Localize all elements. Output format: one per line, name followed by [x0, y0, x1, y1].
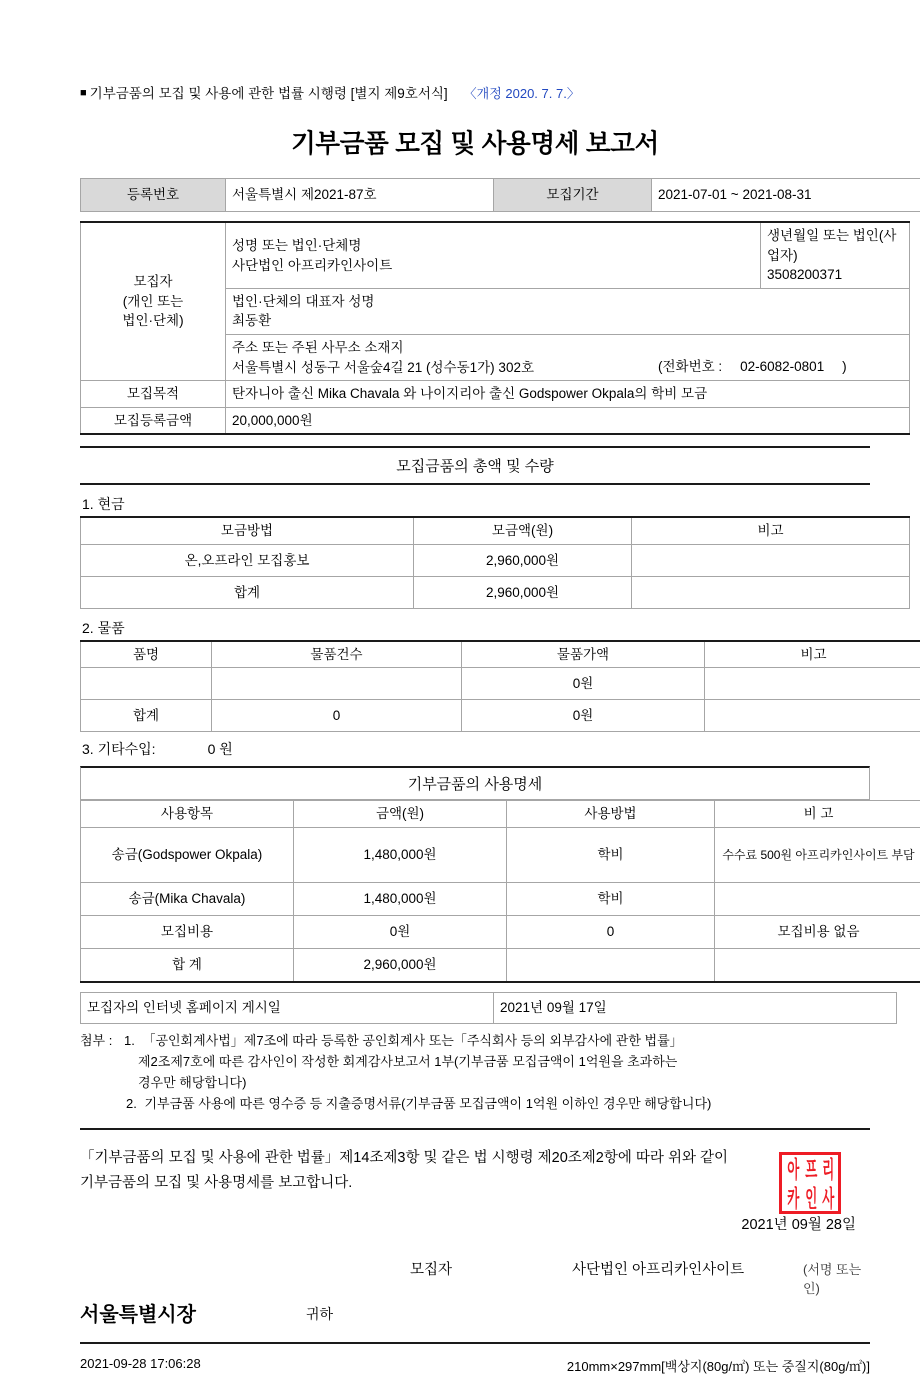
- page-footer: [80, 1356, 870, 1376]
- cash-row1-amount: 2,960,000원: [414, 576, 632, 608]
- usage-col-note: 비 고: [715, 801, 920, 828]
- seal-glyph-5: 인: [804, 1178, 817, 1214]
- cash-table: [80, 516, 910, 609]
- statement-line2: 기부금품의 모집 및 사용명세를 보고합니다.: [80, 1171, 870, 1196]
- bullet-icon: ■: [80, 87, 87, 99]
- recruiter-birth-value: 3508200371: [767, 265, 903, 285]
- table-row: [81, 948, 920, 982]
- registered-amount-label: 모집등록금액: [81, 407, 226, 434]
- table-row: [81, 700, 920, 732]
- usage-row3-amount: 2,960,000원: [294, 948, 507, 982]
- statement-block: [80, 1146, 870, 1195]
- other-income-row: [82, 739, 870, 759]
- signature-role-label: 모집자: [410, 1258, 452, 1279]
- table-row: [81, 576, 910, 608]
- seal-glyph-1: 아: [787, 1152, 800, 1190]
- period-value: 2021-07-01 ~ 2021-08-31: [652, 179, 920, 212]
- addressee-row: [80, 1298, 870, 1336]
- attachments-item2-number: 2.: [126, 1096, 137, 1111]
- footer-timestamp: 2021-09-28 17:06:28: [80, 1356, 201, 1371]
- table-row: [81, 992, 897, 1023]
- table-row: [81, 407, 910, 434]
- goods-row0-note: [705, 668, 920, 700]
- attachments-prefix: 첨부 :: [80, 1033, 112, 1048]
- goods-row0-count: [212, 668, 462, 700]
- usage-row0-method: 학비: [507, 827, 715, 882]
- table-row: [81, 179, 920, 212]
- recruiter-rep-caption: 법인·단체의 대표자 성명: [232, 292, 903, 312]
- attachments-item1-line1: 「공인회계사법」제7조에 따라 등록한 공인회계사 또는「주식회사 등의 외부감사에 관한 법률」: [142, 1033, 682, 1048]
- signature-row: [80, 1254, 870, 1288]
- goods-col-note: 비고: [705, 641, 920, 668]
- registration-number-value: 서울특별시 제2021-87호: [226, 179, 494, 212]
- usage-row2-method: 0: [507, 915, 715, 948]
- table-header-row: [81, 801, 920, 828]
- cash-row0-method: 온,오프라인 모집홍보: [81, 544, 414, 576]
- table-header-row: [81, 517, 910, 544]
- table-row: [81, 544, 910, 576]
- recruiter-address-cell: [226, 335, 910, 381]
- seal-glyph-6: 사: [822, 1178, 835, 1214]
- usage-row1-amount: 1,480,000원: [294, 882, 507, 915]
- statement-line1: 「기부금품의 모집 및 사용에 관한 법률」제14조제3항 및 같은 법 시행령 제20조제2항에 따라 위와 같이: [80, 1146, 870, 1171]
- cash-col-method: 모금방법: [81, 517, 414, 544]
- attachments-item1-line3-row: [80, 1072, 870, 1093]
- seal-glyph-3: 리: [822, 1152, 835, 1190]
- goods-table: [80, 640, 920, 733]
- table-row: [81, 882, 920, 915]
- usage-table: [80, 800, 920, 983]
- posting-label: 모집자의 인터넷 홈페이지 게시일: [81, 992, 494, 1023]
- usage-row0-note: 수수료 500원 아프리카인사이트 부담: [715, 827, 920, 882]
- recruiter-label-line3: 법인·단체): [122, 313, 183, 328]
- posting-table: [80, 992, 897, 1024]
- posting-value: 2021년 09월 17일: [494, 992, 897, 1023]
- usage-col-item: 사용항목: [81, 801, 294, 828]
- official-seal-stamp: [779, 1152, 841, 1214]
- signature-org-name: 사단법인 아프리카인사이트: [572, 1258, 744, 1279]
- goods-row1-note: [705, 700, 920, 732]
- registration-number-label: 등록번호: [81, 179, 226, 212]
- goods-section-heading: 2. 물품: [82, 618, 870, 638]
- attachments-block: [80, 1030, 870, 1114]
- other-income-value: 0 원: [208, 739, 233, 759]
- table-row: [81, 827, 920, 882]
- attachments-item1-line2: 제2조제7호에 따른 감사인이 작성한 회계감사보고서 1부(기부금품 모집금액이 1억원을 초과하는: [138, 1054, 677, 1069]
- usage-row1-method: 학비: [507, 882, 715, 915]
- table-row: [81, 668, 920, 700]
- signature-date: 2021년 09월 28일: [80, 1213, 870, 1234]
- purpose-label: 모집목적: [81, 381, 226, 408]
- seal-glyph-grid: [785, 1156, 837, 1212]
- footer-paper-spec: 210mm×297mm[백상지(80g/㎡) 또는 중질지(80g/㎡)]: [567, 1356, 870, 1375]
- cash-row1-method: 합계: [81, 576, 414, 608]
- addressee-title: 서울특별시장: [80, 1298, 196, 1327]
- goods-col-count: 물품건수: [212, 641, 462, 668]
- usage-row3-item: 합 계: [81, 948, 294, 982]
- usage-section: [80, 766, 870, 983]
- usage-col-amount: 금액(원): [294, 801, 507, 828]
- attachments-item1-line3: 경우만 해당합니다): [138, 1075, 246, 1090]
- attachments-line1: [80, 1030, 870, 1051]
- attachments-item1-line2-row: [80, 1051, 870, 1072]
- signature-mark-text: (서명 또는 인): [803, 1259, 870, 1297]
- recruiter-name-caption: 성명 또는 법인·단체명: [232, 236, 754, 256]
- totals-band: 모집금품의 총액 및 수량: [80, 446, 870, 485]
- cash-section-heading: 1. 현금: [82, 494, 870, 514]
- page-title: 기부금품 모집 및 사용명세 보고서: [80, 124, 870, 160]
- form-header-text: 기부금품의 모집 및 사용에 관한 법률 시행령 [별지 제9호서식]: [90, 86, 448, 101]
- goods-col-name: 품명: [81, 641, 212, 668]
- form-header-line: [80, 86, 870, 102]
- document-body: [80, 0, 870, 1376]
- usage-row2-amount: 0원: [294, 915, 507, 948]
- period-label: 모집기간: [494, 179, 652, 212]
- usage-row3-method: [507, 948, 715, 982]
- goods-row1-name: 합계: [81, 700, 212, 732]
- cash-row0-amount: 2,960,000원: [414, 544, 632, 576]
- usage-band-title: 기부금품의 사용명세: [80, 766, 870, 800]
- recruiter-address-value: 서울특별시 성동구 서울숲4길 21 (성수동1가) 302호: [232, 358, 903, 378]
- recruiter-rep-value: 최동환: [232, 311, 903, 331]
- usage-col-method: 사용방법: [507, 801, 715, 828]
- goods-col-value: 물품가액: [462, 641, 705, 668]
- recruiter-rep-cell: [226, 288, 910, 334]
- recruiter-birth-caption: 생년월일 또는 법인(사업자): [767, 226, 903, 265]
- usage-row3-note: [715, 948, 920, 982]
- registration-table: [80, 178, 920, 212]
- recruiter-name-cell: [226, 222, 761, 288]
- recruiter-label-line2: (개인 또는: [123, 294, 183, 309]
- table-row: [81, 222, 910, 288]
- telephone-value: 02-6082-0801: [722, 357, 842, 377]
- addressee-honorific: 귀하: [306, 1304, 333, 1324]
- cash-col-note: 비고: [632, 517, 910, 544]
- usage-row2-note: 모집비용 없음: [715, 915, 920, 948]
- seal-glyph-4: 카: [787, 1178, 800, 1214]
- usage-row0-amount: 1,480,000원: [294, 827, 507, 882]
- goods-row1-value: 0원: [462, 700, 705, 732]
- usage-row0-item: 송금(Godspower Okpala): [81, 827, 294, 882]
- seal-glyph-2: 프: [804, 1152, 817, 1190]
- bottom-divider: [80, 1342, 870, 1344]
- telephone-caption: (전화번호 :: [658, 359, 722, 374]
- telephone-close: ): [842, 359, 847, 374]
- recruiter-label-line1: 모집자: [133, 274, 172, 289]
- other-income-label: 3. 기타수입:: [82, 741, 156, 757]
- cash-col-amount: 모금액(원): [414, 517, 632, 544]
- recruiter-address-caption: 주소 또는 주된 사무소 소재지: [232, 338, 903, 358]
- table-row: [81, 381, 910, 408]
- usage-row1-item: 송금(Mika Chavala): [81, 882, 294, 915]
- attachments-item1-number: 1.: [124, 1033, 135, 1048]
- usage-row1-note: [715, 882, 920, 915]
- recruiter-telephone: [658, 357, 847, 377]
- table-row: [81, 915, 920, 948]
- table-header-row: [81, 641, 920, 668]
- cash-row0-note: [632, 544, 910, 576]
- registered-amount-value: 20,000,000원: [226, 407, 910, 434]
- recruiter-name-value: 사단법인 아프리카인사이트: [232, 256, 754, 276]
- section-divider: [80, 1128, 870, 1130]
- goods-row0-name: [81, 668, 212, 700]
- cash-row1-note: [632, 576, 910, 608]
- attachments-item2-line1: 기부금품 사용에 따른 영수증 등 지출증명서류(기부금품 모집금액이 1억원 이하인 경우만 해당합니다): [144, 1096, 711, 1111]
- goods-row0-value: 0원: [462, 668, 705, 700]
- recruiter-label-cell: [81, 222, 226, 380]
- attachments-item2-row: [80, 1093, 870, 1114]
- revision-note: 〈개정 2020. 7. 7.〉: [464, 86, 580, 101]
- recruiter-birth-cell: [761, 222, 910, 288]
- goods-row1-count: 0: [212, 700, 462, 732]
- recruiter-table: [80, 221, 910, 435]
- purpose-value: 탄자니아 출신 Mika Chavala 와 나이지리아 출신 Godspower Okpala의 학비 모금: [226, 381, 910, 408]
- usage-row2-item: 모집비용: [81, 915, 294, 948]
